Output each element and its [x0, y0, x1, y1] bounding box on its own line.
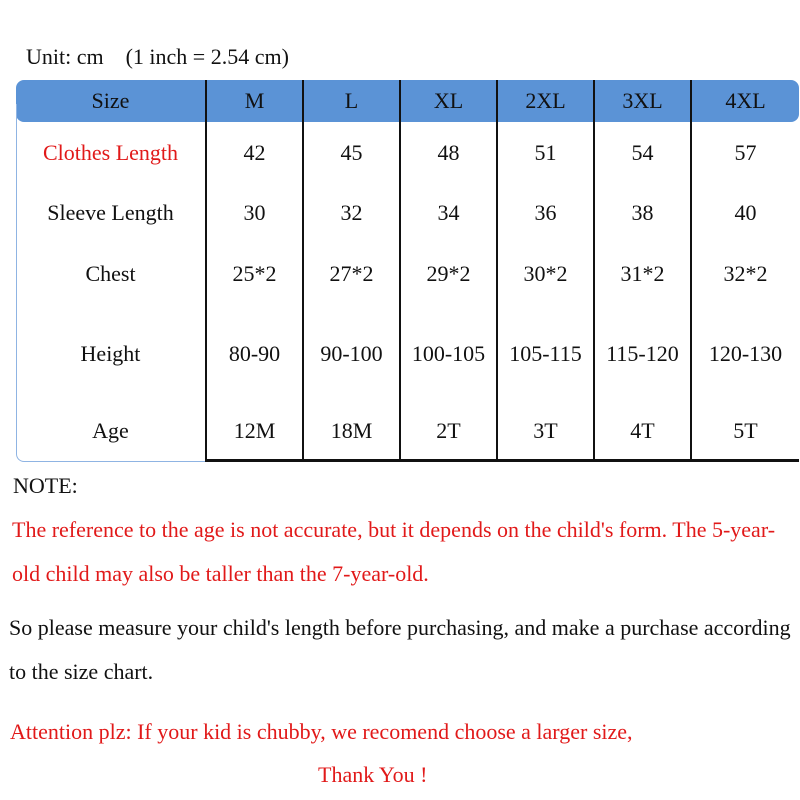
table-cell: 27*2 [303, 242, 400, 306]
row-label-chest: Chest [85, 261, 136, 286]
unit-note: Unit: cm (1 inch = 2.54 cm) [26, 44, 289, 69]
header-2xl: 2XL [497, 80, 594, 122]
table-cell: 115-120 [594, 306, 691, 402]
table-cell: 2T [400, 402, 497, 461]
table-cell: 32*2 [691, 242, 799, 306]
header-l: L [303, 80, 400, 122]
size-chart-table [16, 80, 799, 462]
table-cell: 90-100 [303, 306, 400, 402]
table-cell: 31*2 [594, 242, 691, 306]
header-3xl: 3XL [594, 80, 691, 122]
table-row [16, 122, 799, 184]
note-measure-advice: So please measure your child's length before purchasing, and make a purchase according to the size chart. [9, 615, 791, 684]
table-cell: 80-90 [206, 306, 303, 402]
table-cell: 45 [303, 122, 400, 184]
table-row [16, 402, 799, 461]
note-title: NOTE: [13, 473, 78, 498]
table-cell: 5T [691, 402, 799, 461]
table-cell: 105-115 [497, 306, 594, 402]
header-xl: XL [400, 80, 497, 122]
header-size: Size [91, 88, 130, 113]
table-cell: 18M [303, 402, 400, 461]
table-cell: 29*2 [400, 242, 497, 306]
table-cell: 3T [497, 402, 594, 461]
row-label-age: Age [92, 418, 129, 444]
header-4xl: 4XL [691, 80, 799, 122]
table-cell: 4T [594, 402, 691, 461]
table-cell: 30*2 [497, 242, 594, 306]
table-row [16, 184, 799, 242]
table-cell: 36 [497, 184, 594, 242]
table-cell: 51 [497, 122, 594, 184]
table-row [16, 306, 799, 402]
table-header-row [16, 80, 799, 122]
table-cell: 57 [691, 122, 799, 184]
header-m: M [206, 80, 303, 122]
table-cell: 40 [691, 184, 799, 242]
table-cell: 42 [206, 122, 303, 184]
table-row [16, 242, 799, 306]
table-cell: 25*2 [206, 242, 303, 306]
table-cell: 34 [400, 184, 497, 242]
note-age-disclaimer: The reference to the age is not accurate, but it depends on the child's form. The 5-year-old child may also be taller than the 7-year-old. [12, 517, 776, 586]
table-cell: 100-105 [400, 306, 497, 402]
table-cell: 30 [206, 184, 303, 242]
table-cell: 120-130 [691, 306, 799, 402]
thank-you-text: Thank You ! [318, 762, 428, 787]
row-label-clothes-length: Clothes Length [42, 140, 179, 165]
table-cell: 54 [594, 122, 691, 184]
table-cell: 38 [594, 184, 691, 242]
table-cell: 12M [206, 402, 303, 461]
table-cell: 48 [400, 122, 497, 184]
row-label-sleeve-length: Sleeve Length [47, 200, 174, 225]
note-chubby-attention: Attention plz: If your kid is chubby, we recomend choose a larger size, [10, 719, 633, 744]
row-label-height: Height [80, 341, 141, 366]
table-cell: 32 [303, 184, 400, 242]
